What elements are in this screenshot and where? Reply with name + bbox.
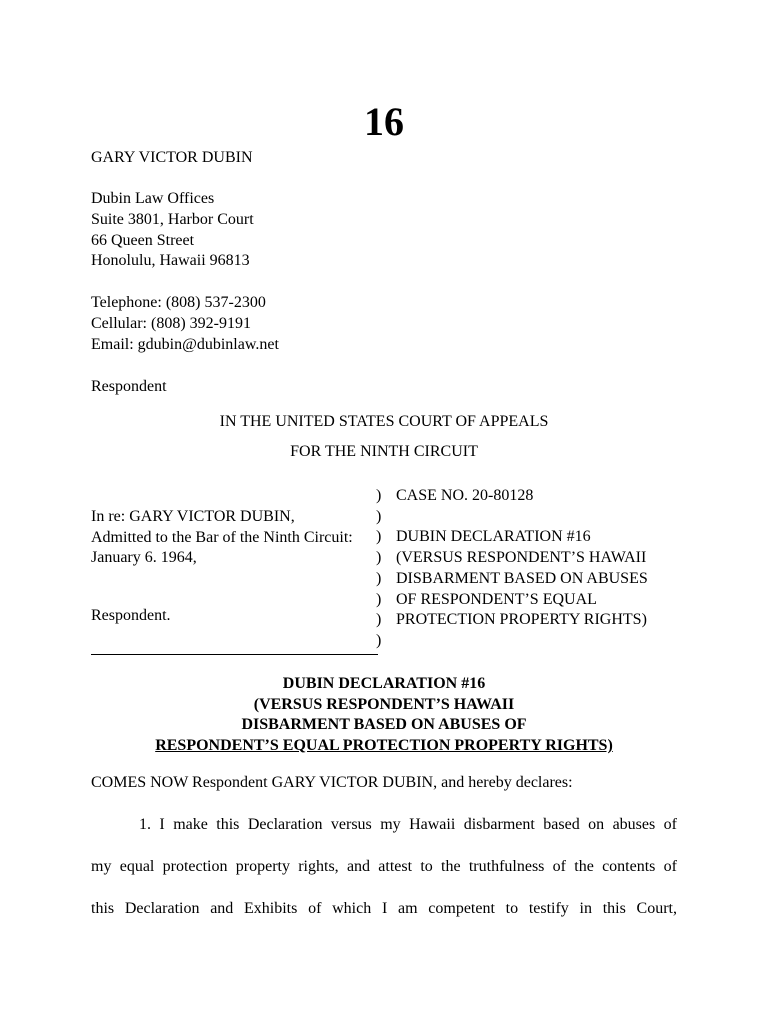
caption-party-block bbox=[91, 507, 353, 569]
paren: ) bbox=[376, 590, 382, 608]
caption-case-block bbox=[396, 486, 648, 631]
paragraph-line: 1. I make this Declaration versus my Hawaii disbarment based on abuses of bbox=[139, 816, 677, 833]
case-title-line: OF RESPONDENT’S EQUAL bbox=[396, 590, 597, 608]
court-name-line2: FOR THE NINTH CIRCUIT bbox=[290, 443, 478, 460]
attorney-role: Respondent bbox=[91, 378, 167, 395]
caption-respondent: Respondent. bbox=[91, 607, 171, 624]
caption-party-line: January 6. 1964, bbox=[91, 549, 197, 567]
paren: ) bbox=[376, 631, 382, 649]
title-line-underlined: RESPONDENT’S EQUAL PROTECTION PROPERTY RIGHTS) bbox=[155, 737, 613, 755]
attorney-name: GARY VICTOR DUBIN bbox=[91, 149, 253, 166]
title-line: DUBIN DECLARATION #16 bbox=[282, 675, 486, 692]
paren: ) bbox=[376, 487, 382, 504]
caption-spacer bbox=[396, 507, 648, 528]
attorney-contact-block bbox=[91, 293, 279, 355]
address-line: Suite 3801, Harbor Court bbox=[91, 210, 254, 228]
paren: ) bbox=[376, 549, 382, 567]
paragraph-line: my equal protection property rights, and attest to the truthfulness of the contents of bbox=[91, 858, 677, 875]
title-line: (VERSUS RESPONDENT’S HAWAII bbox=[253, 695, 515, 713]
case-number: CASE NO. 20-80128 bbox=[396, 487, 534, 504]
court-name-line1: IN THE UNITED STATES COURT OF APPEALS bbox=[219, 413, 549, 430]
firm-name: Dubin Law Offices bbox=[91, 190, 215, 207]
case-title-line: DUBIN DECLARATION #16 bbox=[396, 528, 591, 546]
case-title-line: (VERSUS RESPONDENT’S HAWAII bbox=[396, 549, 647, 567]
case-title-line: PROTECTION PROPERTY RIGHTS) bbox=[396, 611, 647, 629]
caption-party-line: In re: GARY VICTOR DUBIN, bbox=[91, 508, 295, 525]
paragraph-line: this Declaration and Exhibits of which I am competent to testify in this Court, bbox=[91, 900, 677, 917]
paren: ) bbox=[376, 611, 382, 629]
caption-paren-column bbox=[376, 486, 381, 652]
telephone: Telephone: (808) 537-2300 bbox=[91, 294, 266, 311]
intro-statement: COMES NOW Respondent GARY VICTOR DUBIN, and hereby declares: bbox=[91, 774, 573, 791]
caption-rule bbox=[91, 654, 378, 655]
case-title-line: DISBARMENT BASED ON ABUSES bbox=[396, 569, 648, 587]
paren: ) bbox=[376, 507, 382, 525]
declaration-title bbox=[0, 674, 768, 757]
email: Email: gdubin@dubinlaw.net bbox=[91, 335, 279, 353]
paren: ) bbox=[376, 569, 382, 587]
attorney-address-block bbox=[91, 189, 254, 272]
cellular: Cellular: (808) 392-9191 bbox=[91, 314, 251, 332]
address-line: Honolulu, Hawaii 96813 bbox=[91, 252, 250, 270]
address-line: 66 Queen Street bbox=[91, 231, 195, 249]
exhibit-number: 16 bbox=[364, 99, 404, 144]
paren: ) bbox=[376, 528, 382, 546]
caption-party-line: Admitted to the Bar of the Ninth Circuit: bbox=[91, 528, 353, 546]
title-line: DISBARMENT BASED ON ABUSES OF bbox=[241, 716, 527, 734]
